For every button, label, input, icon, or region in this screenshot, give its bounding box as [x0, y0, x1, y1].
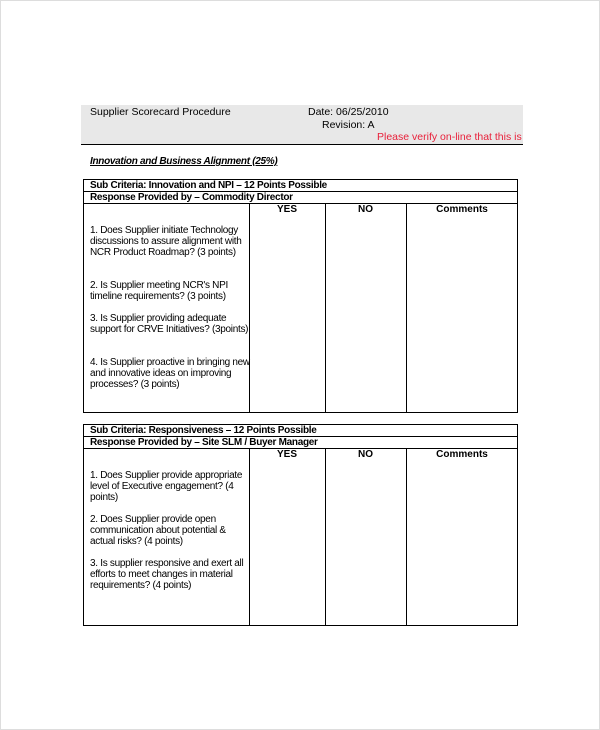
verify-notice: Please verify on-line that this is — [377, 131, 522, 143]
table-body — [84, 449, 517, 625]
comments-header: Comments — [436, 204, 488, 215]
question-2: 2. Does Supplier provide open communication about potential & actual risks? (4 points) — [90, 514, 226, 547]
question-4: 4. Is Supplier proactive in bringing new and innovative ideas on improving processes? (3 points) — [90, 357, 250, 390]
document-revision: Revision: A — [322, 119, 375, 131]
question-1: 1. Does Supplier provide appropriate level of Executive engagement? (4 points) — [90, 470, 243, 503]
criteria-table-responsiveness — [83, 424, 518, 626]
sub-criteria-row: Sub Criteria: Responsiveness – 12 Points Possible — [84, 425, 517, 437]
no-header: NO — [358, 204, 373, 215]
yes-header: YES — [276, 204, 297, 215]
comments-header: Comments — [436, 449, 488, 460]
no-header: NO — [358, 449, 373, 460]
sub-criteria-row: Sub Criteria: Innovation and NPI – 12 Points Possible — [84, 180, 517, 192]
question-2: 2. Is Supplier meeting NCR's NPI timeline requirements? (3 points) — [90, 280, 228, 302]
yes-header: YES — [276, 449, 297, 460]
question-3: 3. Is supplier responsive and exert all efforts to meet changes in material requirements? (4 points) — [90, 558, 244, 591]
provided-by-row: Response Provided by – Site SLM / Buyer Manager — [84, 437, 517, 449]
table-body — [84, 204, 517, 412]
question-3: 3. Is Supplier providing adequate support for CRVE Initiatives? (3points) — [90, 313, 249, 335]
question-1: 1. Does Supplier initiate Technology discussions to assure alignment with NCR Product Roadmap? (3 points) — [90, 225, 242, 258]
document-date: Date: 06/25/2010 — [308, 106, 389, 118]
provided-by-row: Response Provided by – Commodity Director — [84, 192, 517, 204]
document-title: Supplier Scorecard Procedure — [90, 106, 231, 118]
criteria-table-innovation — [83, 179, 518, 413]
section-title: Innovation and Business Alignment (25%) — [90, 156, 278, 167]
